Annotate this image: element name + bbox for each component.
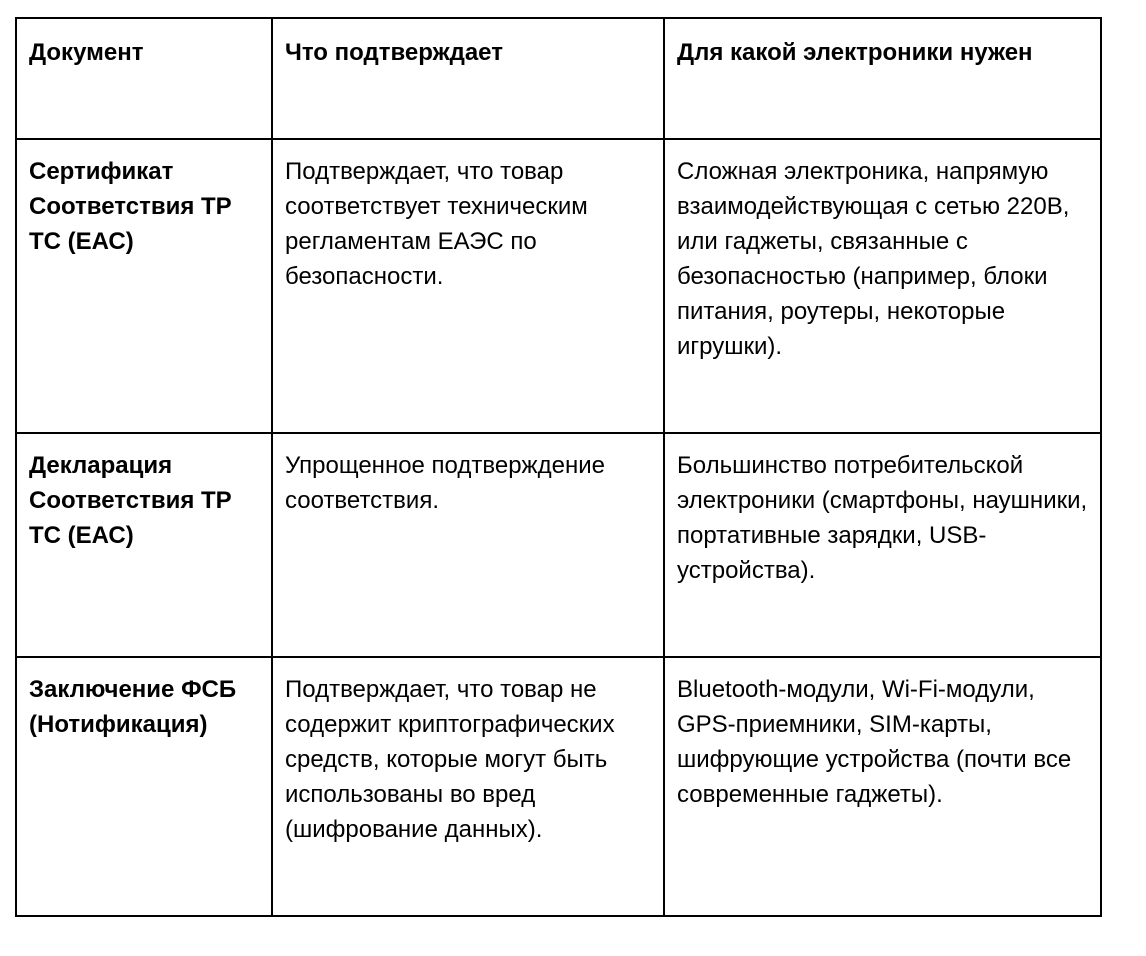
table-row [16,433,1101,657]
cell-document: Сертификат Соответствия ТР ТС (ЕАС) [16,139,272,433]
cell-electronics: Большинство потребительской электроники (смартфоны, наушники, портативные зарядки, USB-устройства). [664,433,1101,657]
cell-electronics: Bluetooth-модули, Wi-Fi-модули, GPS-приемники, SIM-карты, шифрующие устройства (почти все современные гаджеты). [664,657,1101,916]
cell-confirms: Подтверждает, что товар не содержит криптографических средств, которые могут быть использованы во вред (шифрование данных). [272,657,664,916]
cell-confirms: Упрощенное подтверждение соответствия. [272,433,664,657]
cell-document: Заключение ФСБ (Нотификация) [16,657,272,916]
certification-table [15,17,1102,917]
cell-electronics: Сложная электроника, напрямую взаимодействующая с сетью 220В, или гаджеты, связанные с безопасностью (например, блоки питания, роутеры, некоторые игрушки). [664,139,1101,433]
header-electronics: Для какой электроники нужен [664,18,1101,139]
cell-confirms: Подтверждает, что товар соответствует техническим регламентам ЕАЭС по безопасности. [272,139,664,433]
cell-document: Декларация Соответствия ТР ТС (ЕАС) [16,433,272,657]
table-row [16,657,1101,916]
table-header-row [16,18,1101,139]
table-row [16,139,1101,433]
header-confirms: Что подтверждает [272,18,664,139]
header-document: Документ [16,18,272,139]
